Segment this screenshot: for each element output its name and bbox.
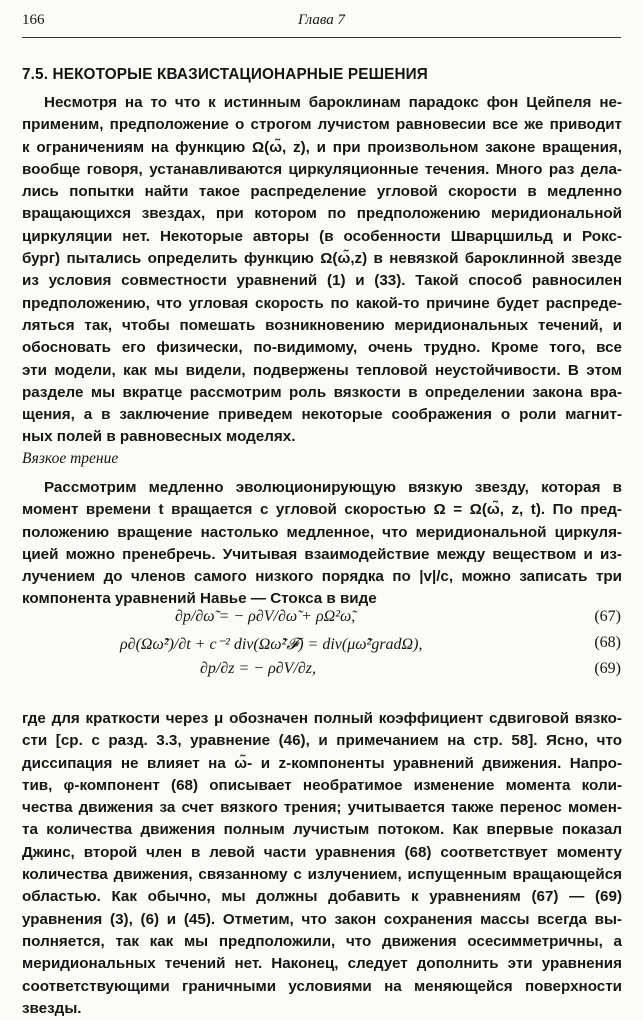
section-title: 7.5. НЕКОТОРЫЕ КВАЗИСТАЦИОНАРНЫЕ РЕШЕНИЯ bbox=[22, 66, 428, 83]
equation-body: ∂p/∂z = − ρ∂V/∂z, bbox=[200, 660, 317, 677]
equation-67 bbox=[0, 608, 643, 630]
text-line: компонента уравнений Навье — Стокса в виде bbox=[22, 590, 377, 608]
text-line: ных полей в равновесных моделях. bbox=[22, 428, 296, 446]
text-line: уравнения (3), (6) и (45). Отметим, что закон сохранения массы всегда вы- bbox=[22, 910, 622, 928]
text-line: Рассмотрим медленно эволюционирующую вязкую звезду, которая в bbox=[44, 479, 622, 496]
text-line: из условия совместности уравнений (1) и (33). Такой способ равносилен bbox=[22, 272, 622, 290]
text-line: цией можно пренебречь. Учитывая взаимодействие между веществом и из- bbox=[22, 545, 622, 563]
equation-number: (68) bbox=[594, 634, 621, 651]
text-line: циркуляции нет. Некоторые авторы (в особенности Шварцшильд и Рокс- bbox=[22, 227, 622, 245]
text-line: к ограничениям на функцию Ω(ω̃, z), и при произвольном законе вращения, bbox=[22, 138, 622, 156]
text-line: применим, предположение о строгом лучистом равновесии все же приводит bbox=[22, 116, 622, 134]
text-line: диссипация не влияет на ω̃- и z-компоненты уравнений движения. Напро- bbox=[22, 754, 622, 772]
text-line: сти [ср. с разд. 3.3, уравнение (46), и примечанием на стр. 58]. Ясно, что bbox=[22, 732, 622, 750]
text-line: вращающихся звездах, при котором по предположению меридиональной bbox=[22, 205, 622, 223]
text-line: та количества движения полным лучистым потоком. Как впервые показал bbox=[22, 821, 622, 839]
text-line: областью. Как обычно, мы должны добавить к уравнениям (67) — (69) bbox=[22, 888, 622, 906]
subsection-title: Вязкое трение bbox=[22, 450, 119, 467]
text-line: положению вращение настолько медленное, что меридиональной циркуля- bbox=[22, 523, 622, 541]
text-line: полняется, так как мы предположили, что движения осесимметричны, а bbox=[22, 932, 622, 950]
text-line: лись попытки найти такое распределение угловой скорости в медленно bbox=[22, 183, 622, 201]
equation-number: (69) bbox=[594, 660, 621, 677]
equation-body: ∂p/∂ω̃ = − ρ∂V/∂ω̃ + ρΩ²ω̃, bbox=[175, 608, 356, 625]
text-line: где для краткости через μ обозначен полный коэффициент сдвиговой вязко- bbox=[22, 710, 622, 727]
discussion-paragraph bbox=[22, 708, 622, 1020]
page-number: 166 bbox=[22, 12, 45, 28]
text-line: количества движения, связанному с излучением, испущенным вращающейся bbox=[22, 866, 622, 884]
text-line: лучением до членов самого низкого порядка по |v|/c, можно записать три bbox=[22, 568, 622, 586]
viscous-paragraph bbox=[22, 477, 622, 611]
text-line: обосновать его физически, по-видимому, очень трудно. Кроме того, все bbox=[22, 339, 622, 357]
header-rule bbox=[22, 37, 621, 38]
intro-paragraph bbox=[22, 92, 622, 449]
text-line: предположению, что угловая скорость по какой-то причине будет распреде- bbox=[22, 294, 622, 312]
text-line: момент времени t вращается с угловой скоростью Ω = Ω(ω̃, z, t). По пред- bbox=[22, 501, 622, 519]
text-line: эти модели, как мы видели, подвержены тепловой неустойчивости. В этом bbox=[22, 361, 622, 379]
text-line: щения, а в заключение приведем некоторые соображения о роли магнит- bbox=[22, 406, 622, 424]
running-head: Глава 7 bbox=[297, 12, 346, 28]
page-header bbox=[22, 10, 621, 34]
equation-69 bbox=[0, 660, 643, 682]
text-line: соответствующими граничными условиями на меняющейся поверхности bbox=[22, 977, 622, 995]
text-line: тив, φ-компонент (68) описывает необратимое изменение момента коли- bbox=[22, 776, 622, 794]
equation-number: (67) bbox=[594, 608, 621, 625]
text-line: чества движения за счет вязкого трения; учитывается также перенос момен- bbox=[22, 799, 622, 817]
text-line: разделе мы вкратце рассмотрим роль вязкости в определении закона вра- bbox=[22, 383, 622, 401]
text-line: бург) пытались определить функцию Ω(ω̃,z) в невязкой бароклинной звезде bbox=[22, 250, 622, 268]
text-line: меридиональных течений нет. Наконец, следует дополнить эти уравнения bbox=[22, 955, 622, 973]
text-line: звезды. bbox=[22, 999, 82, 1017]
text-line: ляться так, чтобы помешать возникновению меридиональных течений, и bbox=[22, 316, 622, 334]
text-line: Несмотря на то что к истинным бароклинам парадокс фон Цейпеля не- bbox=[44, 94, 622, 111]
text-line: вообще говоря, устанавливаются циркуляционные течения. Много раз дела- bbox=[22, 160, 622, 178]
text-line: Джинс, второй член в левой части уравнения (68) соответствует моменту bbox=[22, 843, 622, 861]
equation-68 bbox=[0, 634, 643, 656]
equation-body: ρ∂(Ωω̃²)/∂t + c⁻² div(Ωω̃²𝓕) = div(μω̃²gradΩ), bbox=[120, 636, 423, 653]
